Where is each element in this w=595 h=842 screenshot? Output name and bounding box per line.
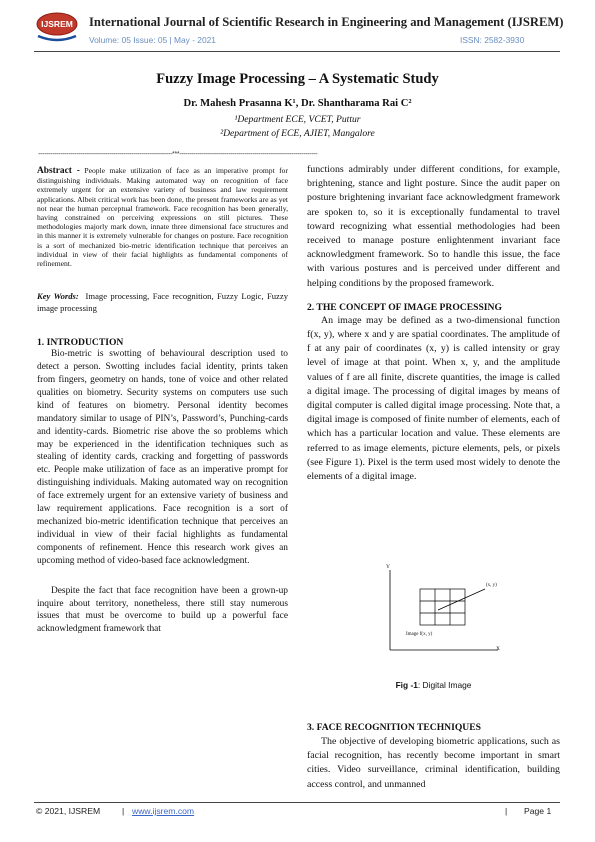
section-1-para-2: Despite the fact that face recognition have been a grown-up inquire about territory, nonetheless, there still stay numerous issues that must be overcome to build up a powerful face acknowledgment framework that bbox=[37, 585, 288, 635]
footer-page-number: Page 1 bbox=[524, 806, 552, 816]
footer-copyright: © 2021, IJSREM bbox=[36, 806, 101, 816]
footer-separator-2: | bbox=[505, 806, 508, 816]
section-3 bbox=[307, 722, 560, 792]
separator-line: ------------------------------------------------------------------***-------------------------------------------------------------------- bbox=[38, 151, 318, 158]
paper-title: Fuzzy Image Processing – A Systematic Study bbox=[156, 71, 439, 87]
footer-rule bbox=[34, 802, 560, 803]
affiliation-1: ¹Department ECE, VCET, Puttur bbox=[234, 114, 361, 125]
abstract-label: Abstract - bbox=[37, 166, 80, 176]
volume-issue: Volume: 05 Issue: 05 | May - 2021 bbox=[89, 35, 216, 45]
section-2-para: An image may be defined as a two-dimensional function f(x, y), where x and y are spatial coordinates. The amplitude of f at any pair of coordinates (x, y) is called intensity or gray level of image at that point. When x, y, and the amplitude values of f are all finite, discrete quantities, the image is called a digital image. The processing of digital images by means of digital computer is called digital image processing. Note that, a digital image is composed of finite number of elements, each of which has a particular location and value. These elements are referred to as image elements, picture elements, pels, or pixels (see Figure 1). Pixel is the term used most widely to denote the elements of a digital image. bbox=[307, 314, 560, 483]
keywords-label: Key Words: bbox=[37, 291, 79, 302]
section-3-para: The objective of developing biometric applications, such as facial recognition, has recently become important in smart cities. Video surveillance, criminal identification, building access control, and unmanned bbox=[307, 736, 560, 790]
figure-caption-label: Fig -1 bbox=[395, 680, 418, 690]
svg-text:IJSREM: IJSREM bbox=[41, 19, 73, 29]
figure-y-label: Y bbox=[386, 564, 390, 570]
section-1-heading: 1. INTRODUCTION bbox=[37, 337, 124, 349]
keywords-text: Image processing, Face recognition, Fuzzy Logic, Fuzzy image processing bbox=[37, 291, 288, 314]
affiliation-2: ²Department of ECE, AJIET, Mangalore bbox=[220, 128, 375, 139]
figure-caption-text: : Digital Image bbox=[417, 680, 472, 690]
section-2-heading: 2. THE CONCEPT OF IMAGE PROCESSING bbox=[307, 301, 502, 313]
abstract bbox=[37, 166, 288, 268]
digital-image-figure bbox=[380, 562, 510, 662]
figure-point-label: (x, y) bbox=[486, 583, 497, 588]
section-1-para-1: Bio-metric is swotting of behavioural description used to detect a person. Swotting includes facial identity, prints taken from fingers, geometry on hands, tone of voice and other related qualities on biometry. Security systems on computers use such kind of features on biometry. Personal identity becomes mandatory similar to usage of PIN’s, Password’s, Punching-cards and identity-cards. Biometric rise above the so problems which may be experienced in the identification techniques such as stealing of identity cards, cracking and forgetting of passwords etc. People make utilization of face as an imperative prompt for distinguishing individuals. Making automated way on recognition of face extremely urgent for an extensive variety of business and law requirement applications. Face recognition is a sort of mechanized bio-metric identification technique that perceives an individual in view of their facial highlights as fundamental components of refinement. Hence this research work gives an upcoming method of video-based face acknowledgment. bbox=[37, 349, 288, 566]
paper-authors: Dr. Mahesh Prasanna K¹, Dr. Shantharama Rai C² bbox=[183, 98, 412, 109]
issn: ISSN: 2582-3930 bbox=[460, 35, 525, 45]
journal-logo bbox=[34, 10, 80, 46]
journal-title: International Journal of Scientific Research in Engineering and Management (IJSREM) bbox=[89, 15, 564, 29]
footer-url-link[interactable]: www.ijsrem.com bbox=[132, 806, 195, 816]
figure-image-label: Image f(x, y) bbox=[406, 632, 433, 637]
right-column bbox=[307, 163, 560, 484]
figure-x-label: X bbox=[496, 646, 500, 652]
keywords bbox=[37, 290, 288, 314]
header-rule bbox=[34, 51, 560, 52]
left-column bbox=[37, 166, 288, 636]
figure-caption bbox=[307, 680, 560, 690]
abstract-text: People make utilization of face as an imperative prompt for distinguishing individuals. Making automated way on recognition of face extremely urgent for an extensive variety of business and law requirement applications. Albeit critical work has been done, the present frameworks are as yet not near the human perceptual framework. Face recognition has been generally, having constrained on perceiving expressions on still pictures. These methodologies majorly mark down, innate three dimensional face structures and in this manner it is extremely vulnerable for changes on posture. Face recognition is a sort of mechanized bio-metric identification technique that perceives an individual in view of their facial highlights as fundamental components of refinement. bbox=[37, 166, 288, 269]
section-3-heading: 3. FACE RECOGNITION TECHNIQUES bbox=[307, 722, 481, 733]
section-1-para-2-continued: functions admirably under different conditions, for example, brightening, stance and light posture. Since the audit paper on posture brightening invariant face acknowledgment framework are spoken to, so it is exceptionally fundamental to travel toward recognizing what essential methodologies had been received to manage posture enlightenment invariant face acknowledgment framework. So to handle this issue, the face with various postures and is perceived under different and helping conditions by the proposed framework. bbox=[307, 164, 560, 289]
footer-separator-1: | bbox=[122, 806, 125, 816]
